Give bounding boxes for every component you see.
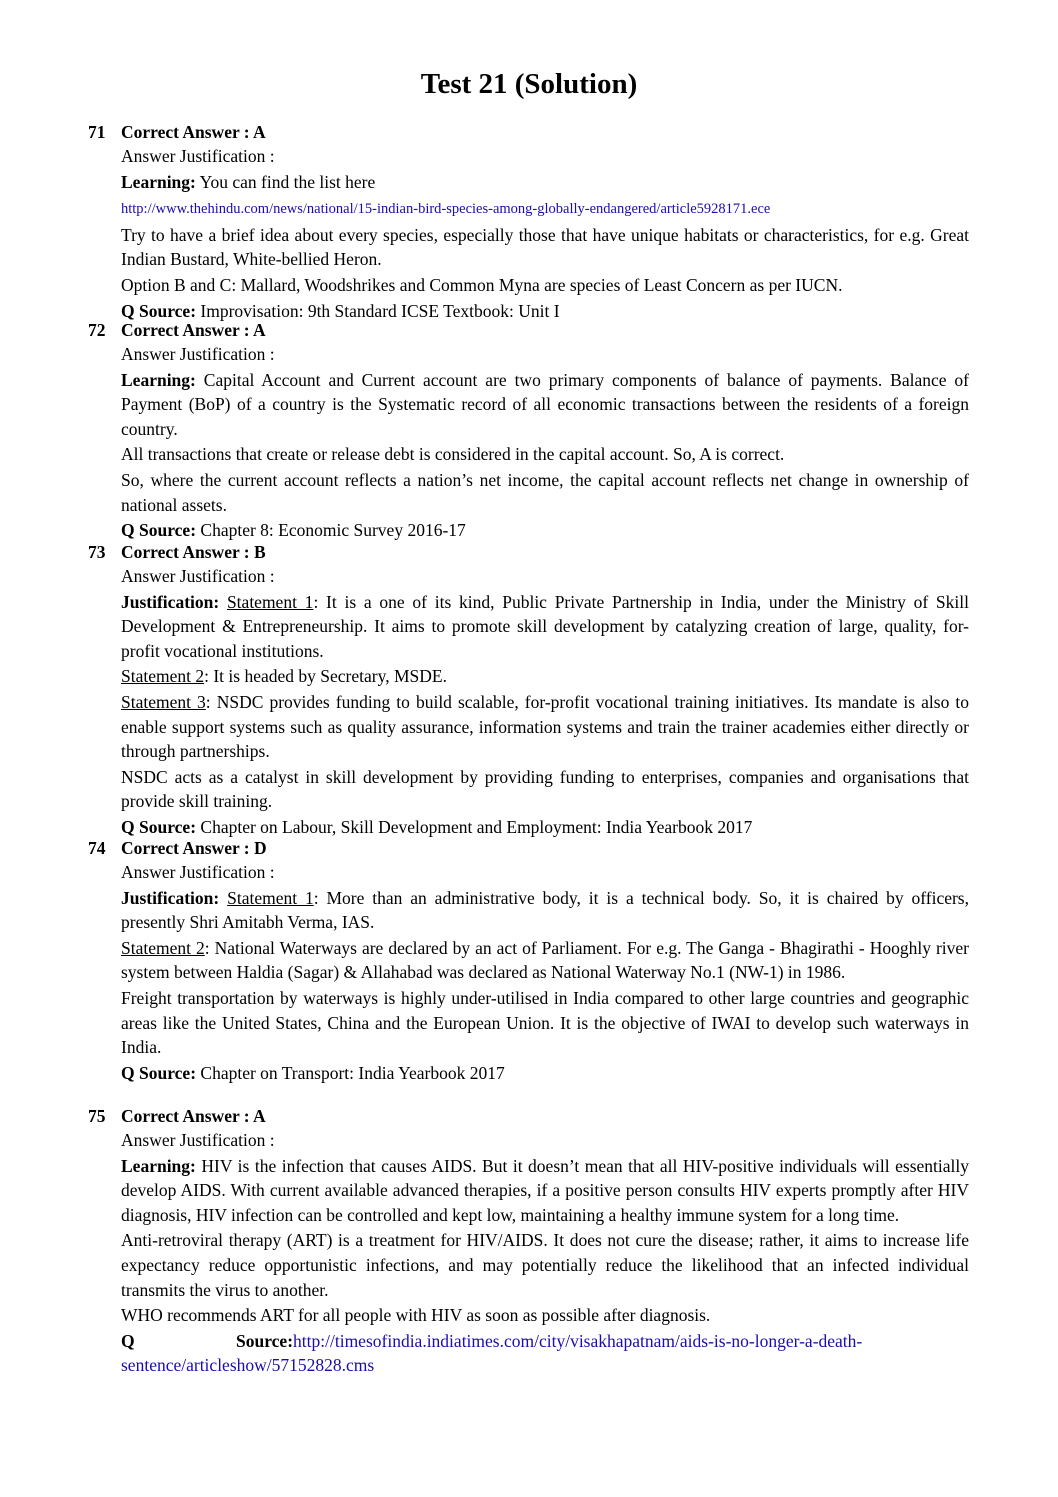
statement-2-paragraph bbox=[121, 936, 969, 985]
source-label: Q Source: bbox=[121, 300, 197, 321]
source-label: Q Source: bbox=[121, 520, 197, 541]
question-header bbox=[88, 1104, 970, 1128]
question-73 bbox=[88, 540, 970, 841]
question-number: 71 bbox=[88, 122, 106, 142]
paragraph: Freight transportation by waterways is highly under-utilised in India compared to other large countries and geographic areas like the United States, China and the European Union. It is the objective of IWAI to develop such waterways in India. bbox=[121, 987, 969, 1058]
source-link[interactable]: http://timesofindia.indiatimes.com/city/visakhapatnam/aids-is-no-longer-a-death- bbox=[293, 1330, 863, 1351]
justification-bold-label: Justification: bbox=[121, 591, 220, 612]
source-text: Chapter on Transport: India Yearbook 2017 bbox=[196, 1062, 505, 1083]
source-link-continued[interactable]: sentence/articleshow/57152828.cms bbox=[121, 1355, 375, 1376]
correct-answer: Correct Answer : D bbox=[121, 838, 267, 858]
justification-label: Answer Justification : bbox=[121, 146, 275, 166]
question-number: 72 bbox=[88, 320, 106, 340]
statement-label: Statement 1 bbox=[227, 887, 314, 908]
statement-text: : NSDC provides funding to build scalable, for-profit vocational training initiatives. Its mandate is also to enable support systems such as quality assurance, information systems and train the trainer academies either directly or through partnerships. bbox=[121, 691, 969, 762]
paragraph: Anti-retroviral therapy (ART) is a treatment for HIV/AIDS. It does not cure the disease; rather, it aims to increase life expectancy reduce opportunistic infections, and may potentially reduce the likelihood that an infected individual transmits the virus to another. bbox=[121, 1230, 969, 1300]
reference-link[interactable]: http://www.thehindu.com/news/national/15-indian-bird-species-among-globally-endangered/article5928171.ece bbox=[121, 201, 771, 218]
question-header bbox=[88, 120, 970, 144]
statement-text: : More than an administrative body, it is a technical body. So, it is chaired by officers, presently Shri Amitabh Verma, IAS. bbox=[121, 887, 969, 933]
justification-label: Answer Justification : bbox=[121, 1130, 275, 1150]
source-label: Q Source: bbox=[121, 816, 197, 837]
paragraph: So, where the current account reflects a nation’s net income, the capital account reflects net change in ownership of national assets. bbox=[121, 469, 969, 515]
question-header bbox=[88, 318, 970, 342]
question-header bbox=[88, 540, 970, 564]
justification-label: Answer Justification : bbox=[121, 344, 275, 364]
statement-1-paragraph bbox=[121, 886, 969, 935]
learning-label: Learning: bbox=[121, 1155, 196, 1176]
paragraph: NSDC acts as a catalyst in skill development by providing funding to enterprises, companies and organisations that provide skill training. bbox=[121, 766, 969, 812]
statement-text: : National Waterways are declared by an act of Parliament. For e.g. The Ganga - Bhagirathi - Hooghly river system between Haldia (Sagar) & Allahabad was declared as National Waterway No.1 (NW-1) in 1986. bbox=[121, 937, 969, 983]
correct-answer: Correct Answer : A bbox=[121, 320, 266, 340]
correct-answer: Correct Answer : B bbox=[121, 542, 266, 562]
paragraph: Option B and C: Mallard, Woodshrikes and Common Myna are species of Least Concern as per IUCN. bbox=[121, 274, 843, 295]
learning-label: Learning: bbox=[121, 171, 196, 192]
correct-answer: Correct Answer : A bbox=[121, 122, 266, 142]
page-title: Test 21 (Solution) bbox=[420, 68, 638, 100]
question-75 bbox=[88, 1104, 970, 1379]
statement-label: Statement 3 bbox=[121, 691, 206, 712]
learning-paragraph bbox=[121, 1154, 969, 1228]
statement-1-paragraph bbox=[121, 590, 969, 664]
statement-label: Statement 2 bbox=[121, 937, 205, 958]
source-text: Chapter 8: Economic Survey 2016-17 bbox=[196, 520, 466, 541]
learning-paragraph bbox=[121, 170, 969, 195]
statement-label: Statement 1 bbox=[226, 591, 314, 612]
question-number: 75 bbox=[88, 1106, 106, 1126]
paragraph: Try to have a brief idea about every species, especially those that have unique habitats or characteristics, for e.g. Great Indian Bustard, White-bellied Heron. bbox=[121, 224, 969, 270]
source-text: Improvisation: 9th Standard ICSE Textbook: Unit I bbox=[196, 300, 560, 321]
learning-text: HIV is the infection that causes AIDS. But it doesn’t mean that all HIV-positive individuals will essentially develop AIDS. With current available advanced therapies, if a positive person consults HIV experts promptly after HIV diagnosis, HIV infection can be controlled and kept low, maintaining a healthy immune system for a long time. bbox=[121, 1155, 969, 1225]
statement-text: : It is headed by Secretary, MSDE. bbox=[204, 666, 447, 687]
question-72 bbox=[88, 318, 970, 544]
question-header bbox=[88, 836, 970, 860]
statement-text: : It is a one of its kind, Public Private Partnership in India, under the Ministry of Skill Development & Entrepreneurship. It aims to promote skill development by catalyzing creation of large, quality, for-profit vocational institutions. bbox=[121, 591, 970, 661]
source-line bbox=[121, 1061, 969, 1086]
source-label: Source: bbox=[236, 1330, 294, 1351]
justification-label: Answer Justification : bbox=[121, 862, 275, 882]
justification-label: Answer Justification : bbox=[121, 566, 275, 586]
correct-answer: Correct Answer : A bbox=[121, 1106, 266, 1126]
learning-text: You can find the list here bbox=[195, 171, 376, 192]
question-number: 73 bbox=[88, 542, 106, 562]
source-line bbox=[121, 1329, 969, 1354]
justification-bold-label: Justification: bbox=[121, 887, 220, 908]
learning-label: Learning: bbox=[121, 369, 196, 390]
source-label: Q Source: bbox=[121, 1062, 197, 1083]
statement-3-paragraph bbox=[121, 690, 969, 764]
learning-text: Capital Account and Current account are two primary components of balance of payments. Balance of Payment (BoP) of a country is the Systematic record of all economic transactions between the residents of a foreign country. bbox=[121, 369, 969, 439]
statement-label: Statement 2 bbox=[121, 666, 205, 687]
paragraph: WHO recommends ART for all people with HIV as soon as possible after diagnosis. bbox=[121, 1305, 711, 1326]
statement-2-paragraph bbox=[121, 664, 969, 689]
learning-paragraph bbox=[121, 368, 969, 442]
question-number: 74 bbox=[88, 838, 106, 858]
source-text: Chapter on Labour, Skill Development and Employment: India Yearbook 2017 bbox=[196, 816, 753, 837]
source-q-label: Q bbox=[121, 1330, 135, 1351]
paragraph: All transactions that create or release debt is considered in the capital account. So, A is correct. bbox=[121, 444, 785, 465]
question-71 bbox=[88, 120, 970, 324]
question-74 bbox=[88, 836, 970, 1086]
